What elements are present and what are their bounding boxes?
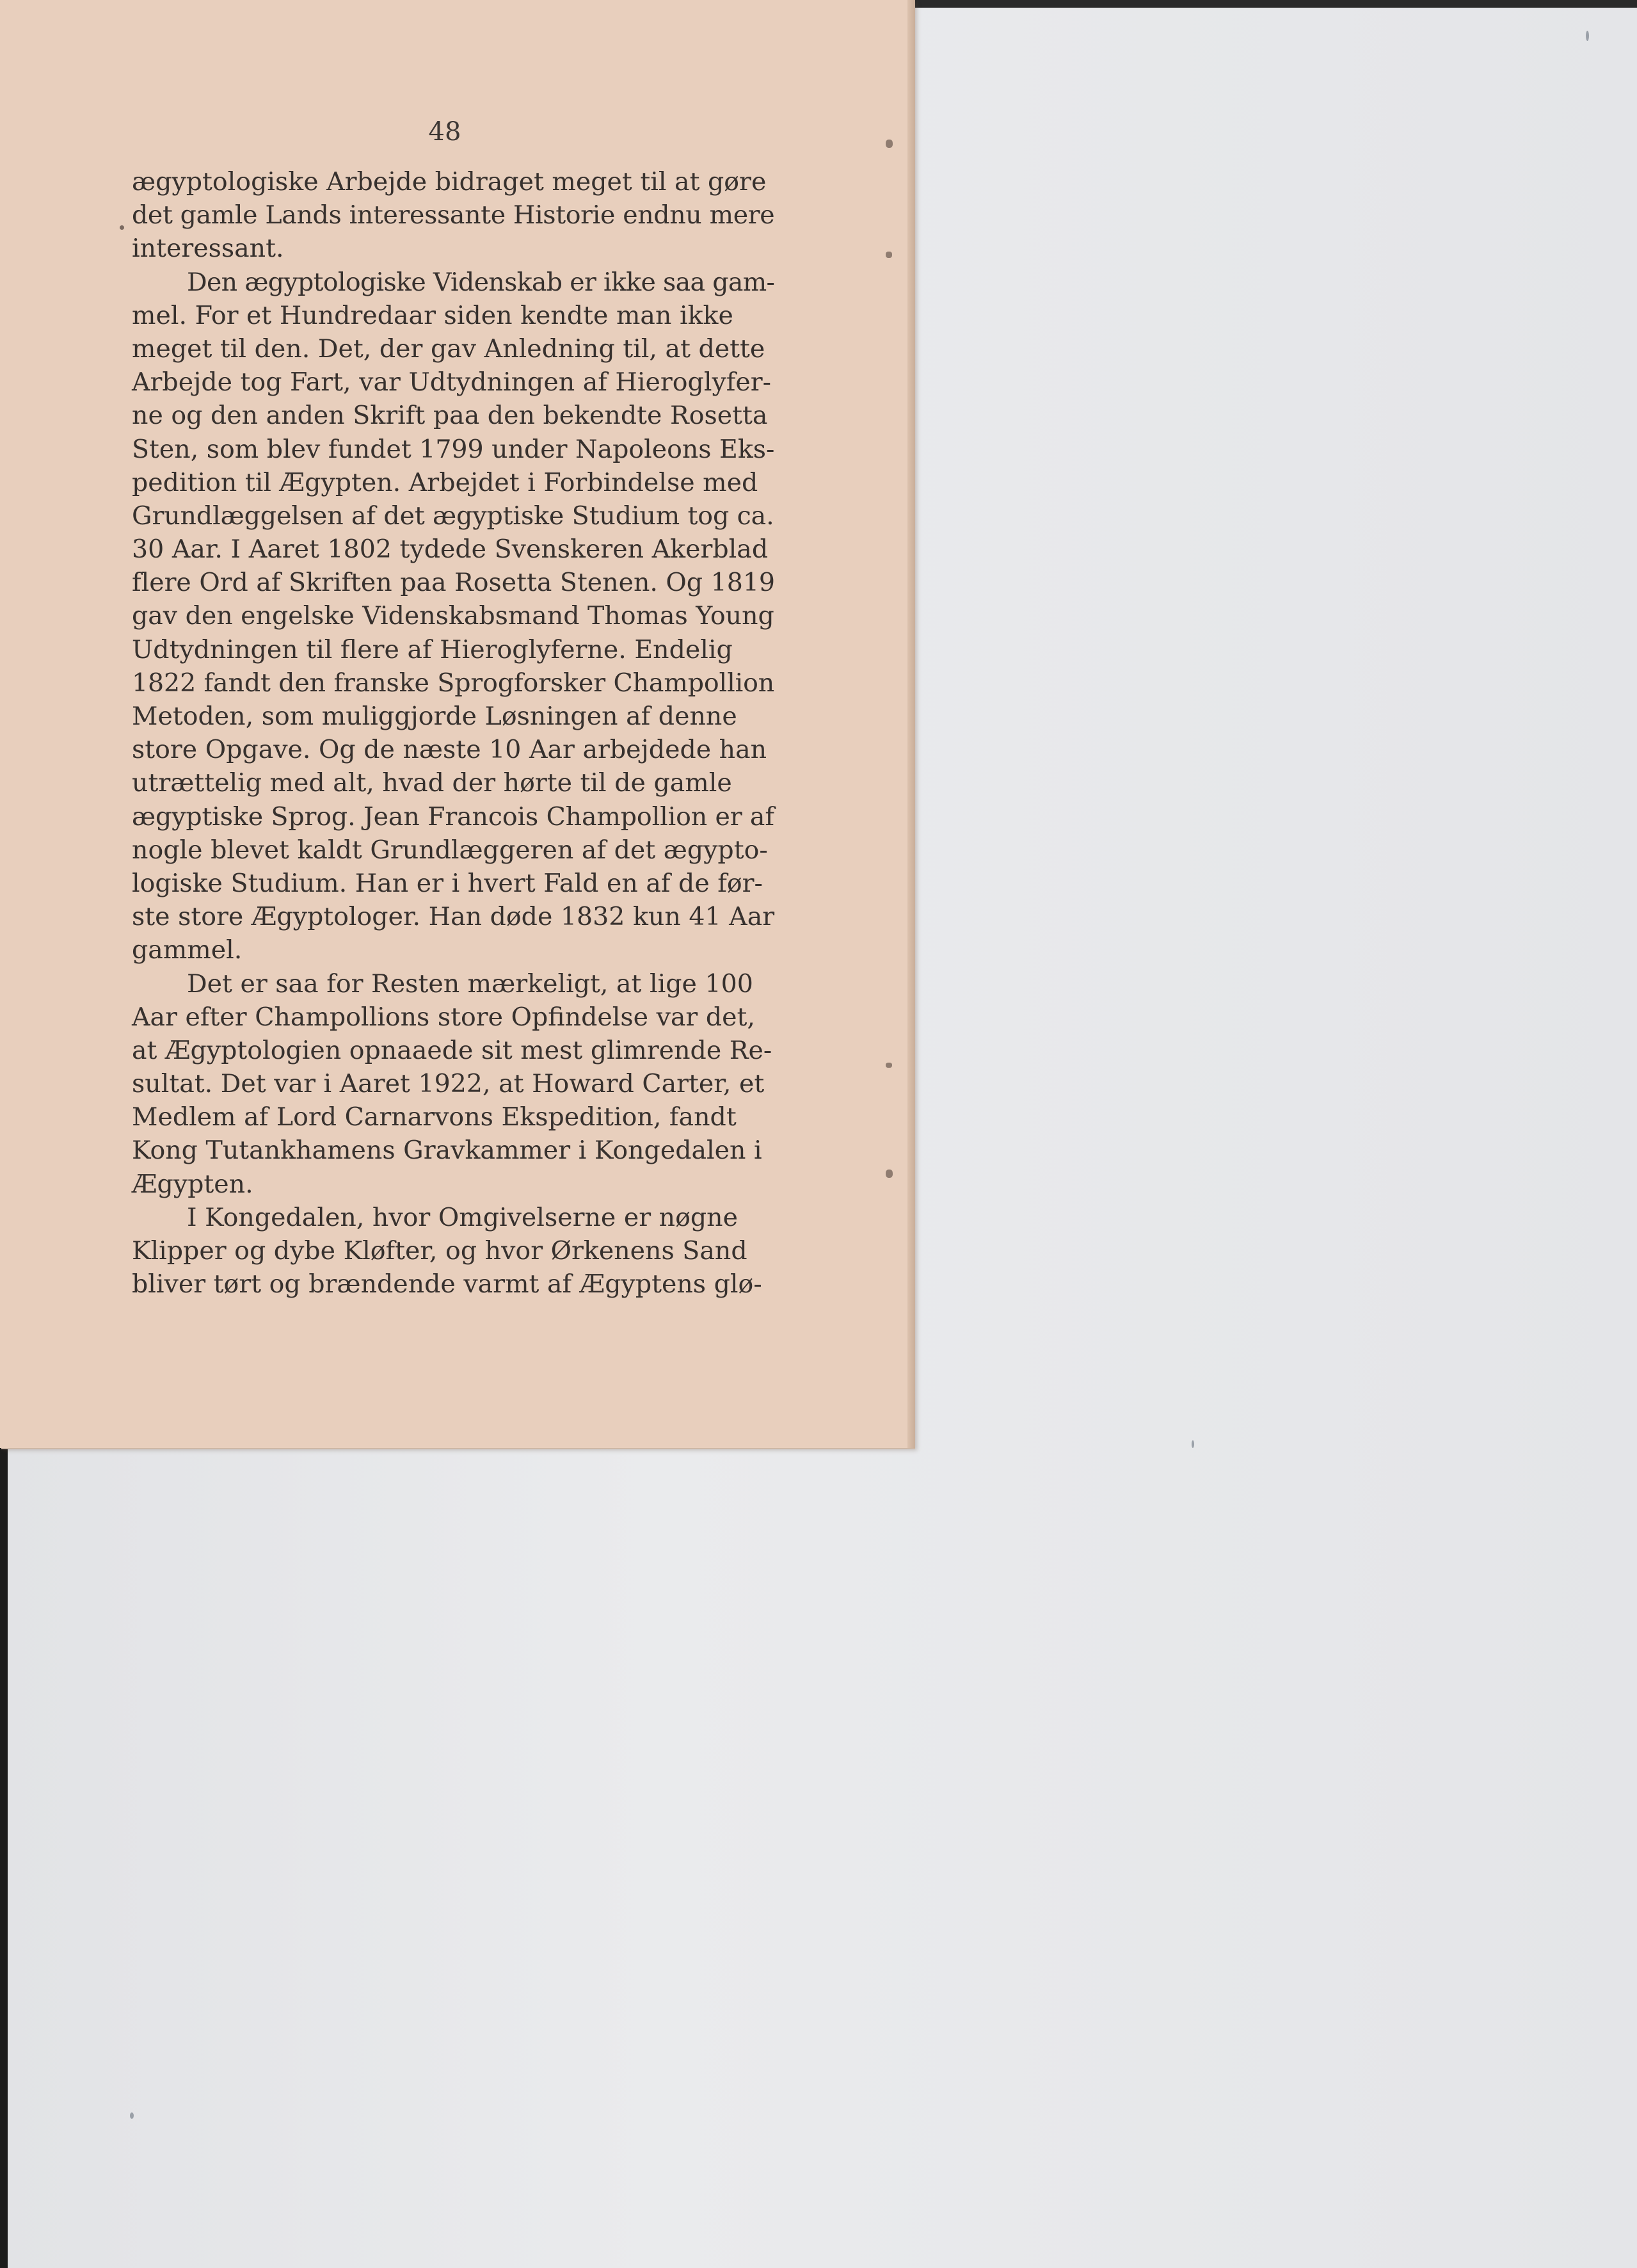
text-line: Det er saa for Resten mærkeligt, at lige 100: [187, 969, 753, 999]
body-text: [132, 165, 774, 1301]
text-line: ægyptologiske Arbejde bidraget meget til at gøre: [132, 167, 767, 197]
text-line: Grundlæggelsen af det ægyptiske Studium tog ca.: [132, 501, 774, 531]
scanner-top-edge: [915, 0, 1637, 8]
text-line: Udtydningen til flere af Hieroglyferne. Endelig: [132, 634, 733, 664]
text-line: logiske Studium. Han er i hvert Fald en af de før-: [132, 868, 763, 898]
text-line: Medlem af Lord Carnarvons Ekspedition, fandt: [132, 1102, 737, 1132]
text-line: at Ægyptologien opnaaede sit mest glimrende Re-: [132, 1035, 772, 1065]
text-line: gammel.: [132, 935, 243, 965]
text-line: pedition til Ægypten. Arbejdet i Forbindelse med: [132, 467, 758, 497]
text-line: mel. For et Hundredaar siden kendte man ikke: [132, 300, 733, 330]
text-line: ne og den anden Skrift paa den bekendte Rosetta: [132, 401, 768, 431]
text-line: Den ægyptologiske Videnskab er ikke saa gam-: [187, 267, 775, 297]
text-line: I Kongedalen, hvor Omgivelserne er nøgne: [187, 1202, 738, 1232]
text-line: 1822 fandt den franske Sprogforsker Champollion: [132, 668, 775, 698]
text-line: sultat. Det var i Aaret 1922, at Howard Carter, et: [132, 1069, 765, 1099]
text-line: interessant.: [132, 234, 284, 264]
text-line: store Opgave. Og de næste 10 Aar arbejdede han: [132, 735, 767, 765]
book-page: [0, 0, 914, 1448]
text-line: Arbejde tog Fart, var Udtydningen af Hieroglyfer-: [132, 367, 771, 398]
text-line: Kong Tutankhamens Gravkammer i Kongedalen i: [132, 1136, 762, 1166]
dust-speck: [1586, 31, 1589, 41]
text-line: Aar efter Champollions store Opfindelse var det,: [132, 1002, 755, 1032]
binding-mark: [886, 252, 892, 258]
dust-speck: [1192, 1440, 1194, 1448]
text-line: gav den engelske Videnskabsmand Thomas Young: [132, 601, 774, 631]
binding-mark: [886, 1063, 892, 1068]
ink-speck: [120, 225, 124, 230]
text-line: ægyptiske Sprog. Jean Francois Champollion er af: [132, 801, 774, 832]
text-line: utrættelig med alt, hvad der hørte til de gamle: [132, 768, 732, 798]
text-line: det gamle Lands interessante Historie endnu mere: [132, 200, 775, 230]
text-line: meget til den. Det, der gav Anledning til, at dette: [132, 334, 765, 364]
text-line: ste store Ægyptologer. Han døde 1832 kun 41 Aar: [132, 902, 775, 932]
text-line: flere Ord af Skriften paa Rosetta Stenen. Og 1819: [132, 568, 776, 598]
text-line: bliver tørt og brændende varmt af Ægyptens glø-: [132, 1269, 762, 1299]
dust-speck: [130, 2112, 134, 2119]
text-line: nogle blevet kaldt Grundlæggeren af det ægypto-: [132, 835, 768, 865]
text-line: Metoden, som muliggjorde Løsningen af denne: [132, 702, 737, 731]
text-line: Klipper og dybe Kløfter, og hvor Ørkenens Sand: [132, 1236, 747, 1266]
show-through-text: [45, 18, 378, 38]
text-line: Ægypten.: [132, 1169, 253, 1199]
text-line: Sten, som blev fundet 1799 under Napoleons Eks-: [132, 434, 775, 464]
page-number: 48: [428, 117, 461, 147]
binding-mark: [886, 140, 893, 148]
text-line: 30 Aar. I Aaret 1802 tydede Svenskeren Akerblad: [132, 535, 769, 565]
scanner-left-edge: [0, 1448, 8, 2268]
binding-mark: [886, 1170, 893, 1178]
page-edge: [907, 0, 915, 1448]
